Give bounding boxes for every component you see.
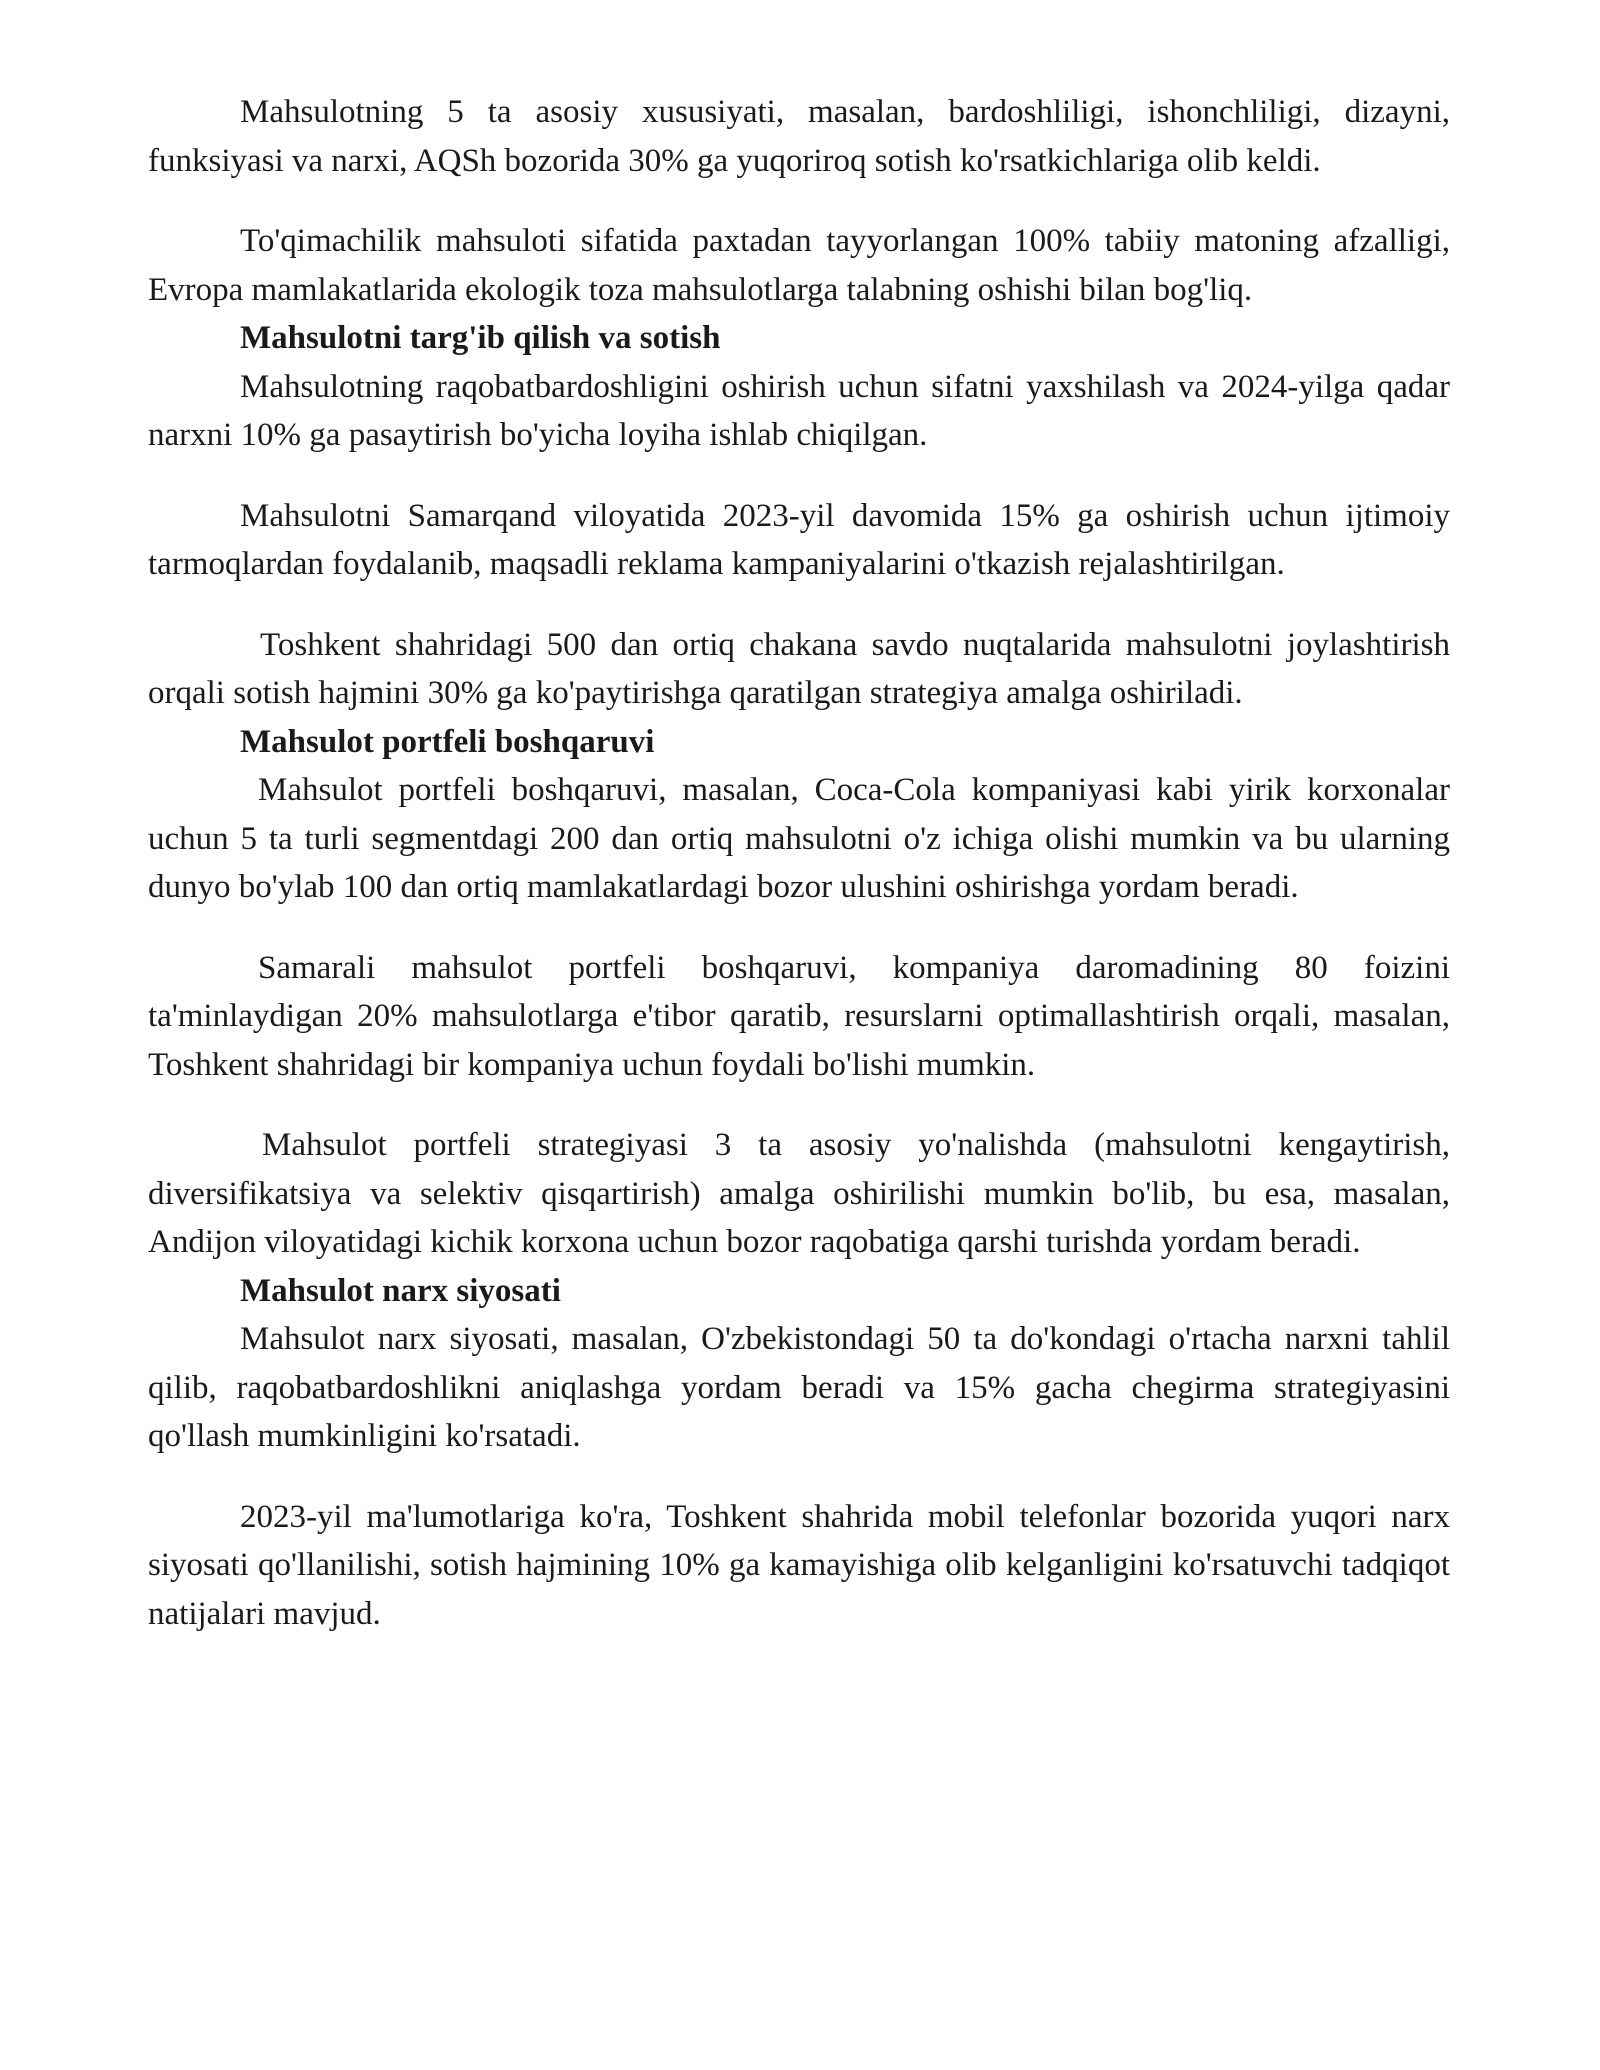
paragraph-product-features: Mahsulotning 5 ta asosiy xususiyati, masalan, bardoshliligi, ishonchliligi, dizayni, funksiyasi va narxi, AQSh bozorida 30% ga yuqoriroq sotish ko'rsatkichlariga olib keldi. — [148, 94, 1450, 179]
paragraph-pricing-research: 2023-yil ma'lumotlariga ko'ra, Toshkent shahrida mobil telefonlar bozorida yuqori narx siyosati qo'llanilishi, sotish hajmining 10% ga kamayishiga olib kelganligini ko'rsatuvchi tadqiqot natijalari mavjud. — [148, 1498, 1450, 1632]
document-page — [148, 88, 1450, 1638]
paragraph-samarqand-campaign: Mahsulotni Samarqand viloyatida 2023-yil davomida 15% ga oshirish uchun ijtimoiy tarmoqlardan foydalanib, maqsadli reklama kampaniyalarini o'tkazish rejalashtirilgan. — [148, 497, 1450, 582]
section-heading-pricing: Mahsulot narx siyosati — [240, 1272, 561, 1309]
section-heading-portfolio: Mahsulot portfeli boshqaruvi — [240, 723, 655, 760]
paragraph-tashkent-retail: Toshkent shahridagi 500 dan ortiq chakana savdo nuqtalarida mahsulotni joylashtirish orqali sotish hajmini 30% ga ko'paytirishga qaratilgan strategiya amalga oshiriladi. — [148, 626, 1450, 711]
paragraph-portfolio-cocacola: Mahsulot portfeli boshqaruvi, masalan, Coca-Cola kompaniyasi kabi yirik korxonalar uchun 5 ta turli segmentdagi 200 dan ortiq mahsulotni o'z ichiga olishi mumkin va bu ularning dunyo bo'ylab 100 dan ortiq mamlakatlardagi bozor ulushini oshirishga yordam beradi. — [148, 772, 1450, 905]
paragraph-pricing-analysis: Mahsulot narx siyosati, masalan, O'zbekistondagi 50 ta do'kondagi o'rtacha narxni tahlil qilib, raqobatbardoshlikni aniqlashga yordam beradi va 15% gacha chegirma strategiyasini qo'llash mumkinligini ko'rsatadi. — [148, 1321, 1450, 1454]
paragraph-portfolio-strategy: Mahsulot portfeli strategiyasi 3 ta asosiy yo'nalishda (mahsulotni kengaytirish, diversifikatsiya va selektiv qisqartirish) amalga oshirilishi mumkin bo'lib, bu esa, masalan, Andijon viloyatidagi kichik korxona uchun bozor raqobatiga qarshi turishda yordam beradi. — [148, 1127, 1450, 1260]
section-heading-promotion: Mahsulotni targ'ib qilish va sotish — [240, 320, 721, 356]
paragraph-portfolio-efficiency: Samarali mahsulot portfeli boshqaruvi, kompaniya daromadining 80 foizini ta'minlaydigan 20% mahsulotlarga e'tibor qaratib, resurslarni optimallashtirish orqali, masalan, Toshkent shahridagi bir kompaniya uchun foydali bo'lishi mumkin. — [148, 949, 1450, 1083]
paragraph-competitiveness: Mahsulotning raqobatbardoshligini oshirish uchun sifatni yaxshilash va 2024-yilga qadar narxni 10% ga pasaytirish bo'yicha loyiha ishlab chiqilgan. — [148, 368, 1450, 453]
paragraph-textile-advantage: To'qimachilik mahsuloti sifatida paxtadan tayyorlangan 100% tabiiy matoning afzalligi, Evropa mamlakatlarida ekologik toza mahsulotlarga talabning oshishi bilan bog'liq. — [148, 223, 1450, 308]
